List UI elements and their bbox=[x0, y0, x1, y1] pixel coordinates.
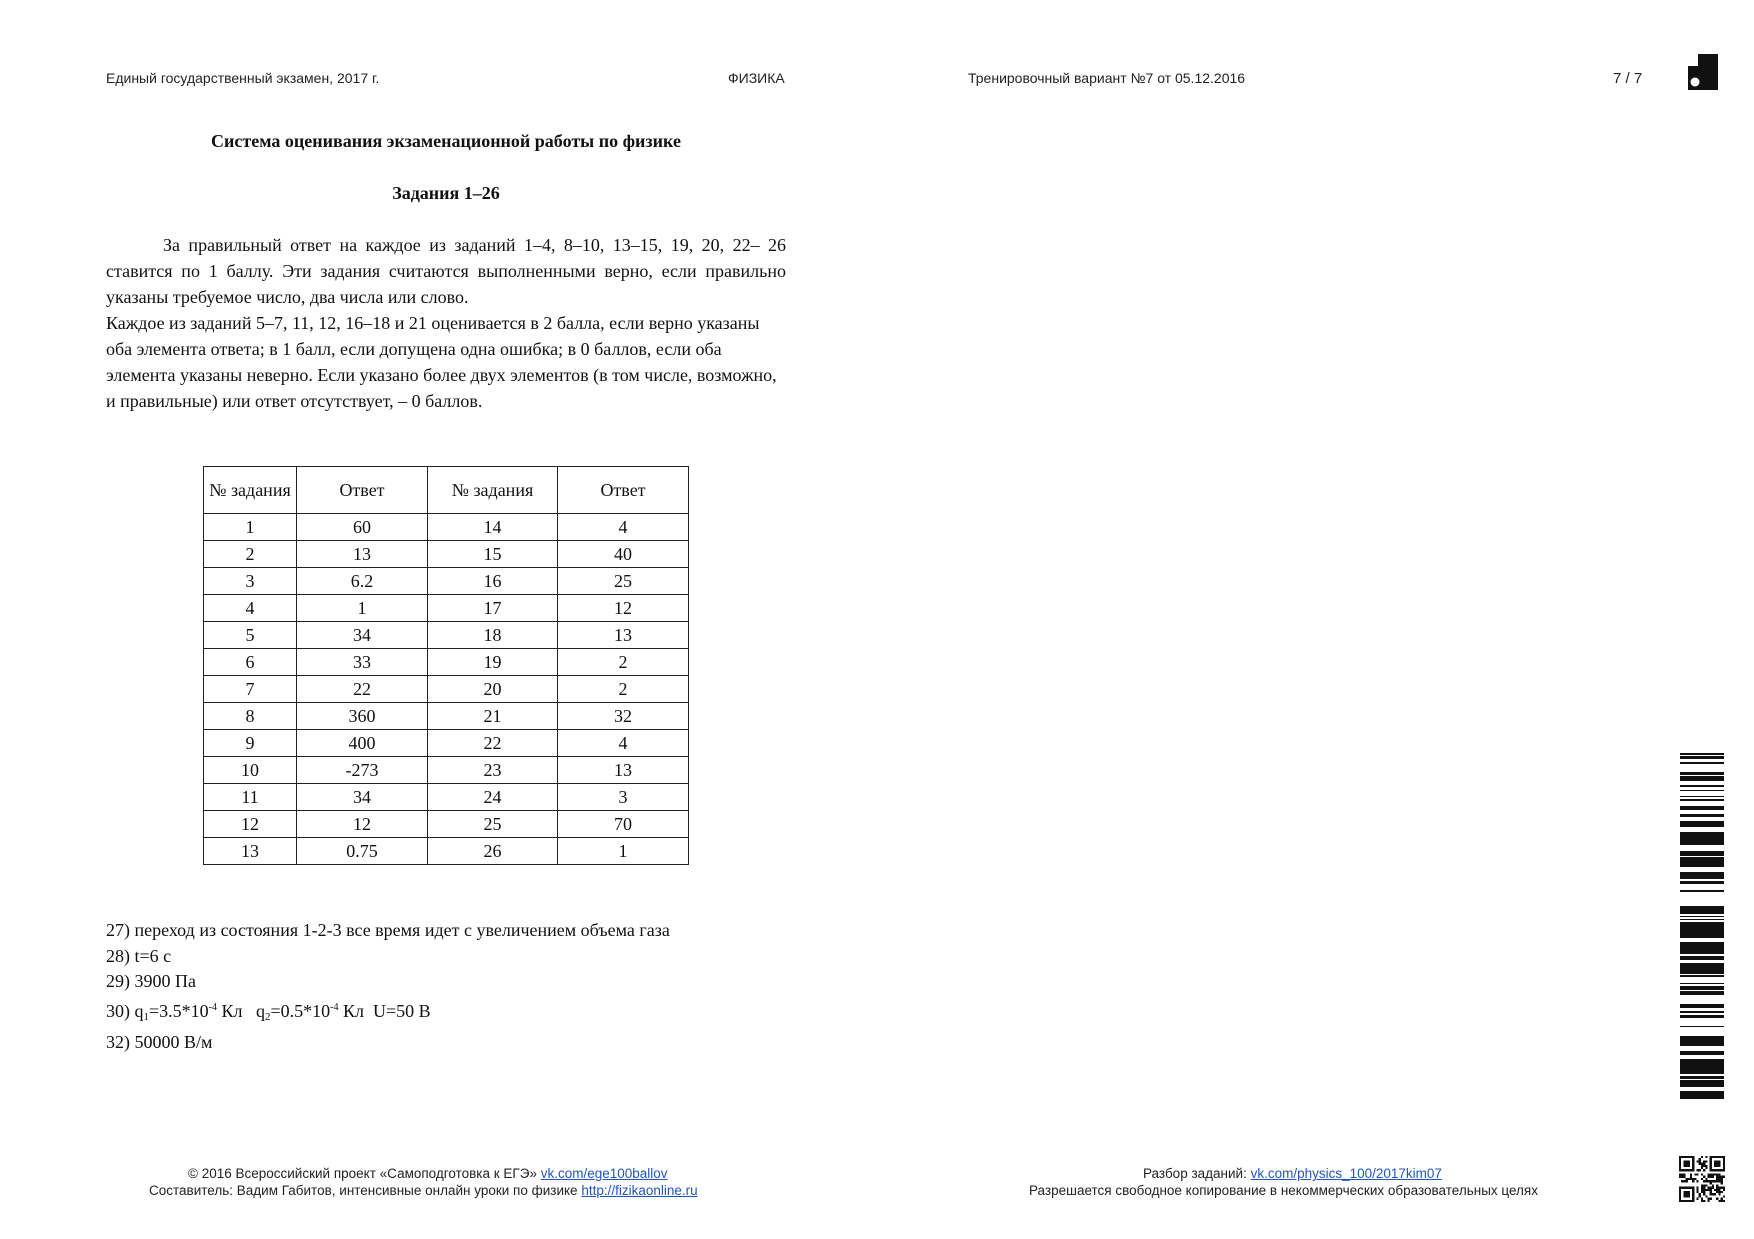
header-variant: Тренировочный вариант №7 от 05.12.2016 bbox=[968, 70, 1246, 86]
cell-task-number: 24 bbox=[428, 784, 558, 811]
cell-task-number: 18 bbox=[428, 622, 558, 649]
cell-task-number: 5 bbox=[204, 622, 297, 649]
table-row bbox=[204, 703, 689, 730]
cell-answer: 2 bbox=[558, 649, 689, 676]
table-row bbox=[204, 595, 689, 622]
header-page-number: 7 / 7 bbox=[1613, 70, 1643, 87]
cell-task-number: 3 bbox=[204, 568, 297, 595]
footer-license: Разрешается свободное копирование в некоммерческих образовательных целях bbox=[1029, 1183, 1538, 1198]
cell-answer: 34 bbox=[297, 622, 428, 649]
cell-answer: 1 bbox=[297, 595, 428, 622]
cell-answer: 1 bbox=[558, 838, 689, 865]
section-title: Задания 1–26 bbox=[392, 183, 500, 203]
cell-task-number: 1 bbox=[204, 514, 297, 541]
cell-answer: 70 bbox=[558, 811, 689, 838]
cell-answer: 22 bbox=[297, 676, 428, 703]
cell-answer: 33 bbox=[297, 649, 428, 676]
footer-link-fizikaonline[interactable]: http://fizikaonline.ru bbox=[581, 1183, 698, 1198]
cell-task-number: 13 bbox=[204, 838, 297, 865]
answer-30: 30) $q_1=3.5*10^{-4}$ Кл $q_2=0.5*10^{-4}$ Кл U=50 В bbox=[106, 1000, 431, 1023]
cell-answer: 25 bbox=[558, 568, 689, 595]
cell-answer: 3 bbox=[558, 784, 689, 811]
cell-answer: 400 bbox=[297, 730, 428, 757]
answer-27: 27) переход из состояния 1-2-3 все время идет с увеличением объема газа bbox=[106, 920, 670, 940]
cell-task-number: 16 bbox=[428, 568, 558, 595]
cell-task-number: 11 bbox=[204, 784, 297, 811]
cell-answer: 34 bbox=[297, 784, 428, 811]
cell-answer: 13 bbox=[558, 757, 689, 784]
answer-32: 32) 50000 В/м bbox=[106, 1032, 213, 1052]
table-row bbox=[204, 541, 689, 568]
header-answer: Ответ bbox=[558, 467, 689, 514]
cell-answer: 40 bbox=[558, 541, 689, 568]
header-exam-name: Единый государственный экзамен, 2017 г. bbox=[106, 70, 380, 86]
footer-author: Составитель: Вадим Габитов, интенсивные онлайн уроки по физике http://fizikaonline.ru bbox=[149, 1183, 698, 1198]
cell-answer: 13 bbox=[558, 622, 689, 649]
free-answers bbox=[106, 918, 670, 1056]
footer-link-physics100[interactable]: vk.com/physics_100/2017kim07 bbox=[1250, 1166, 1442, 1181]
table-row bbox=[204, 757, 689, 784]
cell-answer: 4 bbox=[558, 514, 689, 541]
cell-task-number: 26 bbox=[428, 838, 558, 865]
cell-task-number: 22 bbox=[428, 730, 558, 757]
cell-answer: 32 bbox=[558, 703, 689, 730]
cell-task-number: 25 bbox=[428, 811, 558, 838]
cell-task-number: 17 bbox=[428, 595, 558, 622]
cell-task-number: 23 bbox=[428, 757, 558, 784]
cell-answer: 60 bbox=[297, 514, 428, 541]
table-row bbox=[204, 622, 689, 649]
cell-task-number: 9 bbox=[204, 730, 297, 757]
footer-analysis: Разбор заданий: vk.com/physics_100/2017kim07 bbox=[1143, 1166, 1442, 1181]
cell-answer: 4 bbox=[558, 730, 689, 757]
table-row bbox=[204, 514, 689, 541]
table-row bbox=[204, 811, 689, 838]
cell-task-number: 10 bbox=[204, 757, 297, 784]
cell-answer: 0.75 bbox=[297, 838, 428, 865]
page-title: Система оценивания экзаменационной работы по физике bbox=[211, 131, 681, 151]
barcode-icon bbox=[1680, 753, 1724, 1100]
cell-answer: 12 bbox=[558, 595, 689, 622]
cell-task-number: 6 bbox=[204, 649, 297, 676]
cell-answer: 360 bbox=[297, 703, 428, 730]
answer-29: 29) 3900 Па bbox=[106, 971, 196, 991]
scoring-paragraph-1: За правильный ответ на каждое из заданий 1–4, 8–10, 13–15, 19, 20, 22– 26 ставится по 1 баллу. Эти задания считаются выполненными верно, если правильно указаны требуемое число, два числа или слово. bbox=[106, 235, 786, 307]
cell-task-number: 2 bbox=[204, 541, 297, 568]
cell-answer: 13 bbox=[297, 541, 428, 568]
cell-task-number: 19 bbox=[428, 649, 558, 676]
scoring-paragraph-2: Каждое из заданий 5–7, 11, 12, 16–18 и 21 оценивается в 2 балла, если верно указаны оба элемента ответа; в 1 балл, если допущена одна ошибка; в 0 баллов, если оба элемента указаны неверно. Если указано более двух элементов (в том числе, возможно, и правильные) или ответ отсутствует, – 0 баллов. bbox=[106, 313, 777, 411]
header-subject: ФИЗИКА bbox=[728, 70, 785, 86]
cell-task-number: 8 bbox=[204, 703, 297, 730]
corner-marker-icon bbox=[1688, 54, 1718, 90]
header-answer: Ответ bbox=[297, 467, 428, 514]
table-row bbox=[204, 730, 689, 757]
answer-28: 28) t=6 с bbox=[106, 945, 172, 966]
header-task-number: № задания bbox=[204, 467, 297, 514]
cell-answer: -273 bbox=[297, 757, 428, 784]
qr-code-icon bbox=[1679, 1156, 1725, 1202]
table-row bbox=[204, 568, 689, 595]
table-row bbox=[204, 649, 689, 676]
table-row bbox=[204, 838, 689, 865]
cell-answer: 12 bbox=[297, 811, 428, 838]
answers-table bbox=[203, 466, 689, 865]
footer-copyright: © 2016 Всероссийский проект «Самоподготовка к ЕГЭ» vk.com/ege100ballov bbox=[188, 1166, 668, 1181]
cell-task-number: 7 bbox=[204, 676, 297, 703]
table-header-row bbox=[204, 467, 689, 514]
cell-task-number: 21 bbox=[428, 703, 558, 730]
footer-link-ege100ballov[interactable]: vk.com/ege100ballov bbox=[540, 1166, 668, 1181]
header-task-number: № задания bbox=[428, 467, 558, 514]
cell-answer: 2 bbox=[558, 676, 689, 703]
cell-task-number: 20 bbox=[428, 676, 558, 703]
cell-answer: 6.2 bbox=[297, 568, 428, 595]
cell-task-number: 12 bbox=[204, 811, 297, 838]
table-row bbox=[204, 784, 689, 811]
cell-task-number: 14 bbox=[428, 514, 558, 541]
cell-task-number: 15 bbox=[428, 541, 558, 568]
cell-task-number: 4 bbox=[204, 595, 297, 622]
table-row bbox=[204, 676, 689, 703]
